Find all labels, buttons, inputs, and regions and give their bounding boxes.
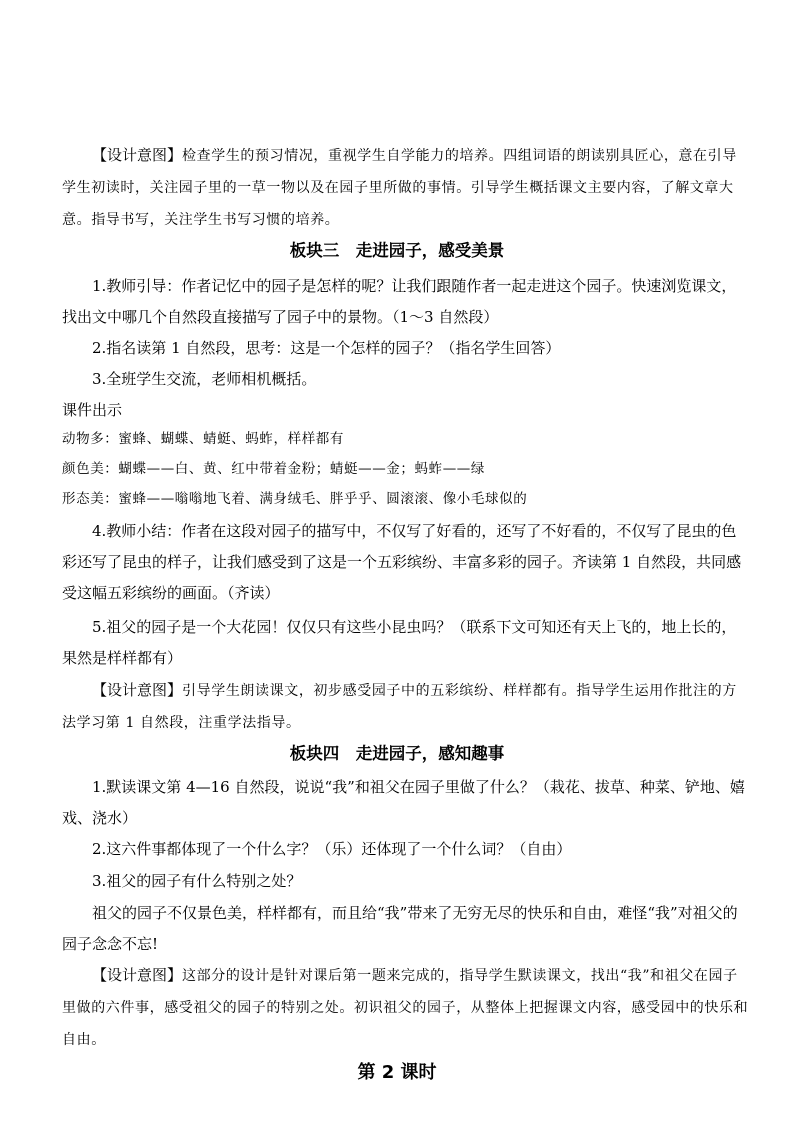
design-intent-text: 检查学生的预习情况，重视学生自学能力的培养。四组词语的朗读别具匠心，意在引导学生初读时，关注园子里的一草一物以及在园子里所做的事情。引导学生概括课文主要内容，了解文章大意。指导书写，关注学生书写习惯的培养。 [62, 148, 737, 228]
list-item: 2.指名读第 1 自然段，思考：这是一个怎样的园子？（指名学生回答） [92, 339, 561, 357]
list-item: 4.教师小结：作者在这段对园子的描写中，不仅写了好看的，还写了不好看的，不仅写了昆虫的色彩还写了昆虫的样子，让我们感受到了这是一个五彩缤纷、丰富多彩的园子。齐读第 1 自然段，共同感受这幅五彩缤纷的画面。（齐读） [62, 522, 742, 602]
lesson-heading: 第 2 课时 [357, 1062, 437, 1083]
section-heading-block-3: 板块三 走进园子，感受美景 [289, 241, 505, 260]
design-intent-text: 引导学生朗读课文，初步感受园子中的五彩缤纷、样样都有。指导学生运用作批注的方法学习第 1 自然段，注重学法指导。 [62, 683, 737, 731]
courseware-line: 颜色美：蝴蝶——白、黄、红中带着金粉；蜻蜓——金；蚂蚱——绿 [62, 461, 485, 477]
courseware-label: 课件出示 [62, 401, 123, 419]
courseware-line: 形态美：蜜蜂——嗡嗡地飞着、满身绒毛、胖乎乎、圆滚滚、像小毛球似的 [62, 491, 528, 507]
list-item: 1.教师引导：作者记忆中的园子是怎样的呢？让我们跟随作者一起走进这个园子。快速浏览课文，找出文中哪几个自然段直接描写了园子中的景物。（1～3 自然段） [62, 277, 737, 326]
list-item: 1.默读课文第 4—16 自然段，说说“我”和祖父在园子里做了什么？（栽花、拔草、种菜、铲地、嬉戏、浇水） [62, 778, 745, 827]
design-intent-paragraph-2 [62, 675, 750, 739]
list-item: 5.祖父的园子是一个大花园！仅仅只有这些小昆虫吗？（联系下文可知还有天上飞的，地上长的，果然是样样都有） [62, 618, 737, 667]
design-intent-paragraph-1 [62, 140, 750, 236]
list-item: 3.祖父的园子有什么特别之处？ [92, 872, 302, 890]
design-intent-label: 【设计意图】 [92, 146, 183, 164]
design-intent-paragraph-3 [62, 960, 750, 1056]
list-item: 3.全班学生交流，老师相机概括。 [92, 370, 317, 388]
design-intent-label: 【设计意图】 [92, 966, 183, 984]
summary-paragraph: 祖父的园子不仅景色美，样样都有，而且给“我”带来了无穷无尽的快乐和自由，难怪“我”对祖父的园子念念不忘! [62, 904, 738, 953]
design-intent-label: 【设计意图】 [92, 681, 183, 699]
courseware-line: 动物多：蜜蜂、蝴蝶、蜻蜓、蚂蚱，样样都有 [62, 431, 344, 447]
design-intent-text: 这部分的设计是针对课后第一题来完成的，指导学生默读课文，找出“我”和祖父在园子里做的六件事，感受祖父的园子的特别之处。初识祖父的园子，从整体上把握课文内容，感受园中的快乐和自由。 [62, 968, 749, 1048]
list-item: 2.这六件事都体现了一个什么字？（乐）还体现了一个什么词？（自由） [92, 840, 572, 858]
section-heading-block-4: 板块四 走进园子，感知趣事 [289, 744, 505, 763]
